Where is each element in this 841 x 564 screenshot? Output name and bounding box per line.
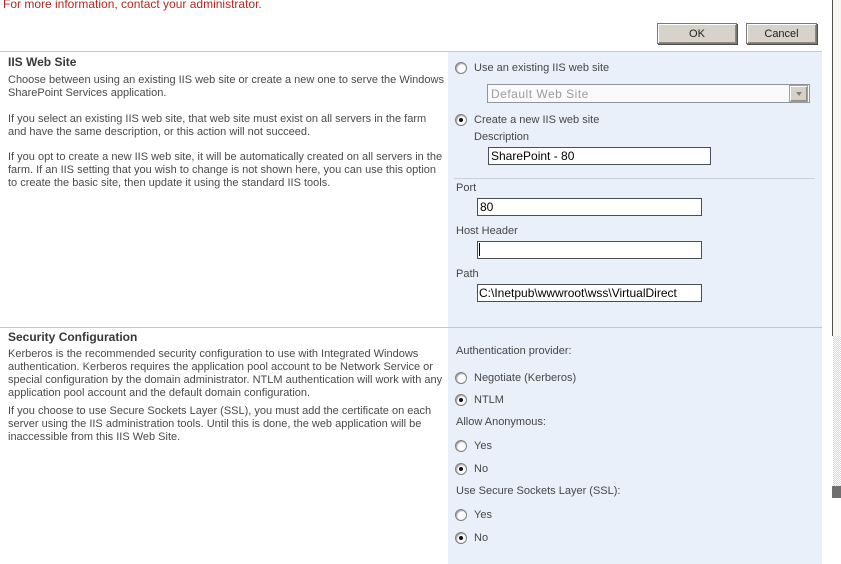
auth-ntlm-radio[interactable]: [455, 394, 467, 406]
use-existing-site-label: Use an existing IIS web site: [474, 62, 610, 74]
existing-site-dropdown-value: Default Web Site: [491, 86, 589, 101]
iis-existing-site-paragraph: If you select an existing IIS web site, that web site must exist on all servers in the farm and have the same description, or this action will not succeed.: [8, 113, 427, 138]
ssl-no-option[interactable]: [455, 532, 488, 544]
security-ssl-paragraph: If you choose to use Secure Sockets Layer (SSL), you must add the certificate on each server using the IIS administration tools. Until this is done, the web application will be inaccessible from this IIS Web Site.: [8, 405, 432, 443]
port-label: Port: [456, 182, 477, 194]
admin-notice-text: For more information, contact your administrator.: [3, 0, 262, 11]
anonymous-yes-option[interactable]: [455, 440, 492, 452]
ssl-yes-radio[interactable]: [455, 509, 467, 521]
description-input[interactable]: [488, 147, 711, 165]
path-input[interactable]: [477, 284, 702, 302]
auth-negotiate-radio[interactable]: [455, 372, 467, 384]
description-label: Description: [474, 131, 530, 143]
create-new-site-label: Create a new IIS web site: [474, 114, 600, 126]
auth-ntlm-label: NTLM: [474, 394, 504, 406]
ssl-yes-option[interactable]: [455, 509, 492, 521]
text-caret: [479, 243, 480, 256]
dropdown-arrow-button: [789, 85, 808, 102]
iis-section-title: IIS Web Site: [8, 55, 77, 69]
panel-inner-divider: [454, 178, 815, 179]
scrollbar-track[interactable]: [833, 336, 841, 497]
iis-description-paragraph: Choose between using an existing IIS web site or create a new one to serve the Windows SharePoint Services application.: [8, 74, 444, 99]
auth-negotiate-option[interactable]: [455, 372, 576, 384]
security-kerberos-paragraph: Kerberos is the recommended security configuration to use with Integrated Windows authentication. Kerberos requires the application pool account to be Network Service or special configuration by the domain administrator. NTLM authentication will work with any application pool account and the default domain configuration.: [8, 348, 443, 399]
use-existing-site-radio[interactable]: [455, 62, 467, 74]
use-existing-site-option[interactable]: [455, 62, 609, 74]
anonymous-no-radio[interactable]: [455, 463, 467, 475]
create-new-site-radio[interactable]: [455, 114, 467, 126]
anonymous-yes-radio[interactable]: [455, 440, 467, 452]
create-new-site-option[interactable]: [455, 114, 599, 126]
ssl-no-radio[interactable]: [455, 532, 467, 544]
vertical-scrollbar[interactable]: [832, 0, 841, 564]
anonymous-no-label: No: [474, 463, 489, 475]
security-section-title: Security Configuration: [8, 330, 138, 344]
anonymous-yes-label: Yes: [474, 440, 492, 452]
chevron-down-icon: [796, 92, 802, 96]
host-header-label: Host Header: [456, 225, 518, 237]
port-input[interactable]: [477, 198, 702, 216]
host-header-input[interactable]: [477, 241, 702, 259]
scrollbar-end-button[interactable]: [832, 486, 841, 498]
anonymous-no-option[interactable]: [455, 463, 488, 475]
section-divider-security: [0, 327, 822, 328]
use-ssl-label: Use Secure Sockets Layer (SSL):: [456, 485, 621, 497]
scrollbar-thumb[interactable]: [832, 0, 841, 336]
iis-new-site-paragraph: If you opt to create a new IIS web site, it will be automatically created on all servers in the farm. If an IIS setting that you wish to change is not shown here, you can use this option to create the basic site, then update it using the standard IIS tools.: [8, 151, 443, 189]
ssl-yes-label: Yes: [474, 509, 492, 521]
cancel-button[interactable]: Cancel: [746, 23, 817, 44]
ssl-no-label: No: [474, 532, 489, 544]
existing-site-dropdown: [487, 84, 810, 103]
authentication-provider-label: Authentication provider:: [456, 345, 572, 357]
ok-button[interactable]: OK: [657, 23, 737, 44]
auth-ntlm-option[interactable]: [455, 394, 504, 406]
allow-anonymous-label: Allow Anonymous:: [456, 416, 546, 428]
path-label: Path: [456, 268, 479, 280]
auth-negotiate-label: Negotiate (Kerberos): [474, 372, 577, 384]
